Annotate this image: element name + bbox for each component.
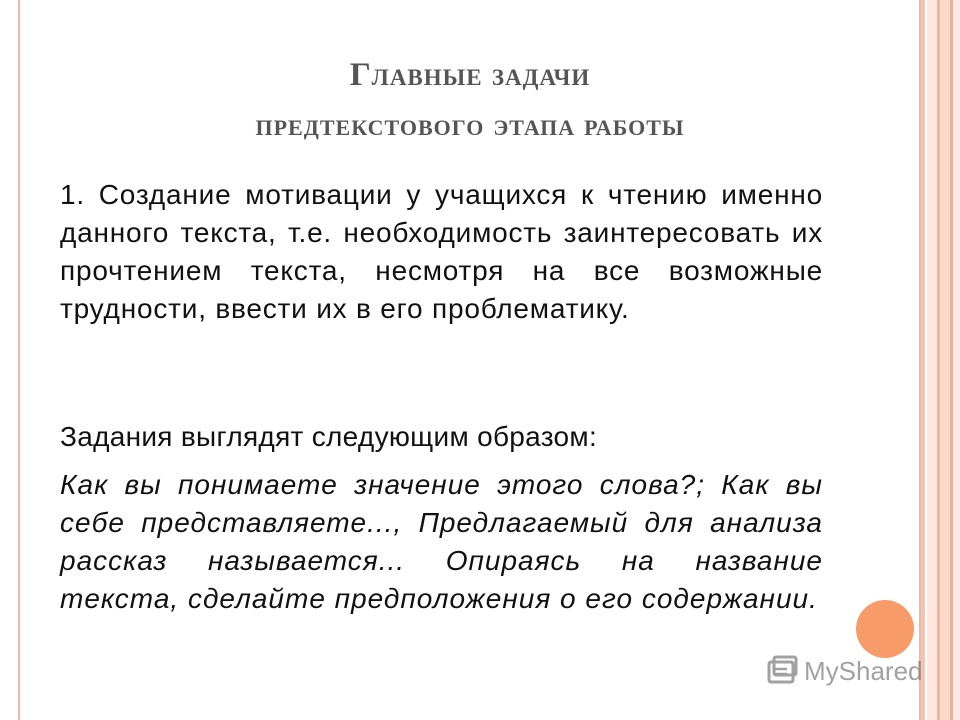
tasks-examples: Как вы понимаете значение этого слова?; Как вы себе представляете..., Предлагаемый для анализа рассказ называется... Опираясь на название текста, сделайте предположения о его содержании. (60, 469, 823, 614)
page-title (90, 55, 850, 145)
accent-circle (856, 600, 914, 658)
title-line-1: Главные задачи (349, 57, 591, 93)
myshared-logo-icon (766, 654, 800, 688)
tasks-intro: Задания выглядят следующим образом: (60, 421, 598, 452)
motivation-paragraph: 1. Создание мотивации у учащихся к чтению именно данного текста, т.е. необходимость заинтересовать их прочтением текста, несмотря на все возможные трудности, ввести их в его проблематику. (60, 179, 823, 324)
title-line-2: предтекстового этапа работы (255, 106, 685, 142)
decorative-stripes (921, 0, 960, 720)
watermark-text: MyShared (804, 655, 923, 686)
watermark (766, 654, 923, 688)
